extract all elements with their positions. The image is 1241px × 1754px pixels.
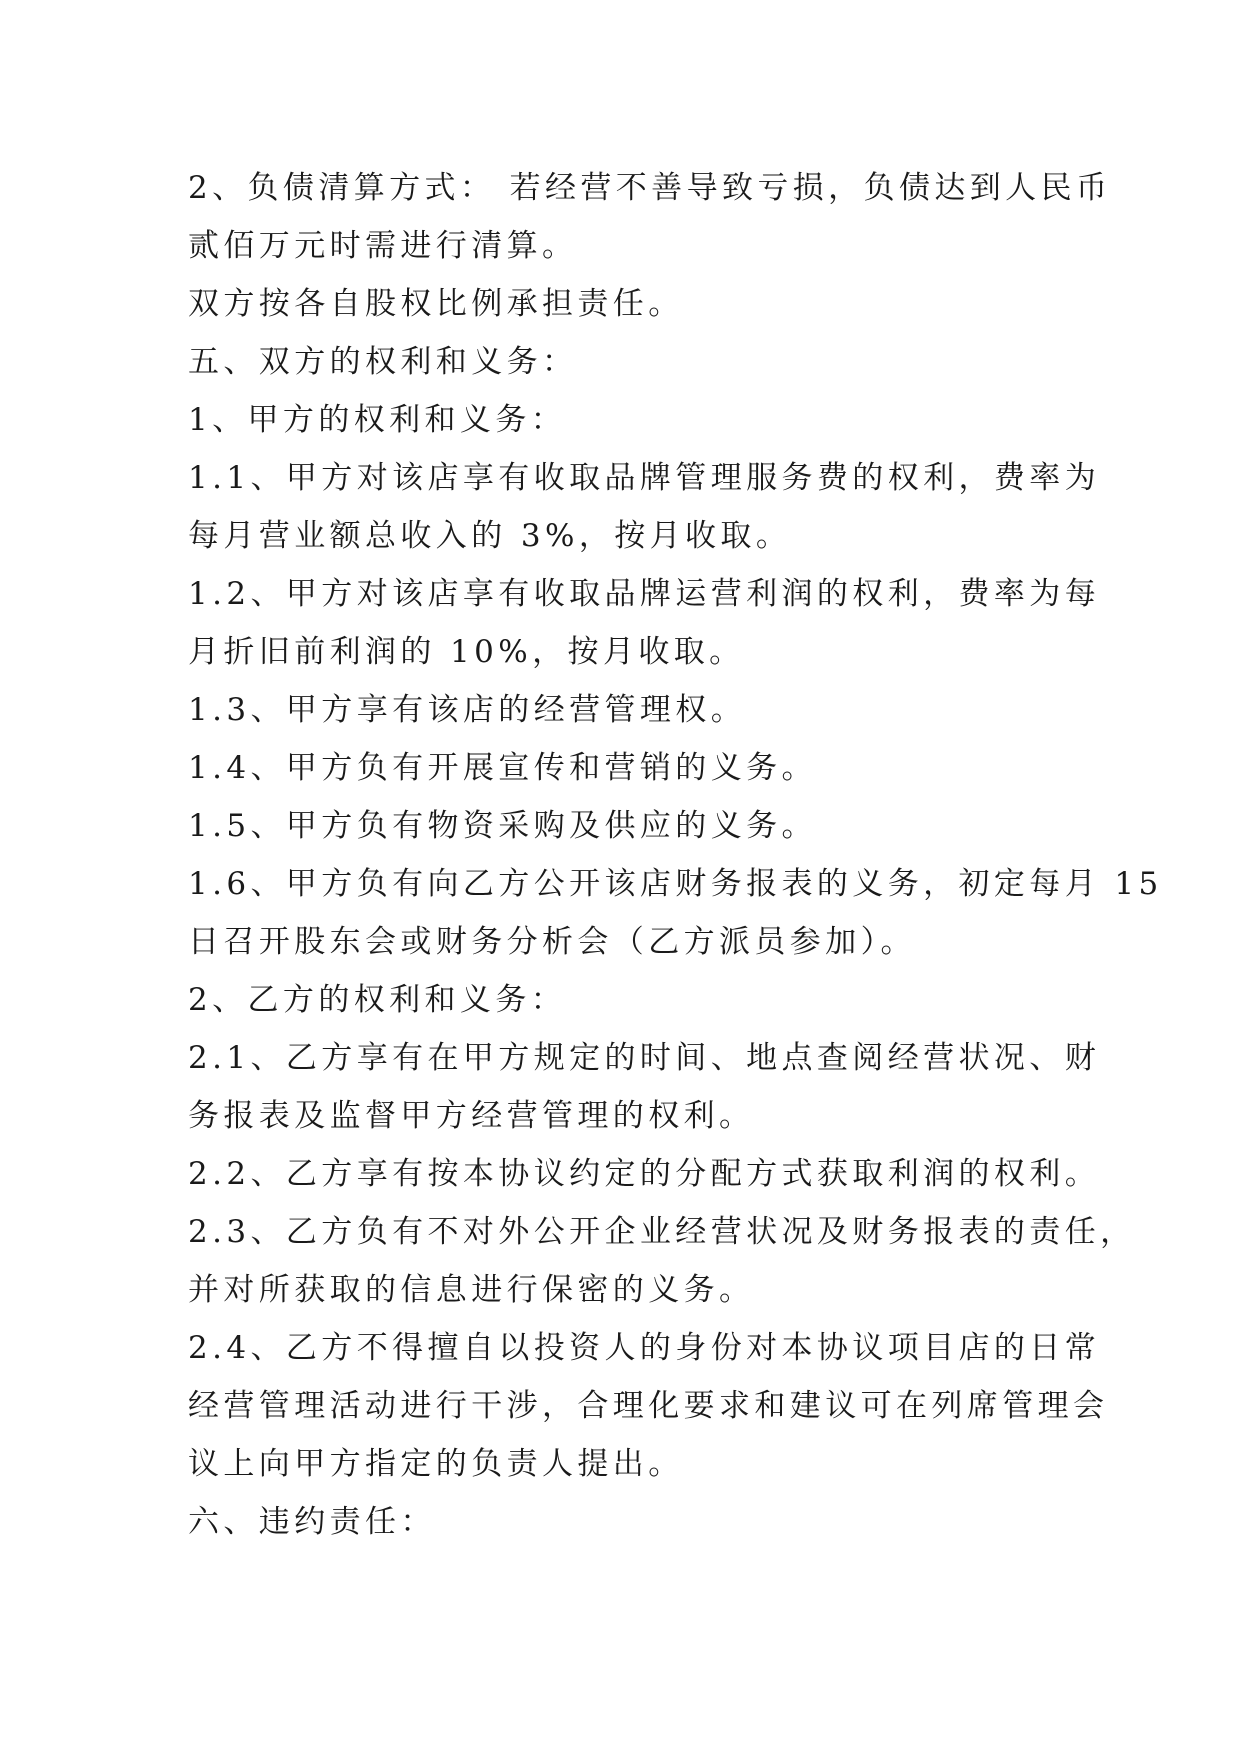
text-line: 每月营业额总收入的 3%，按月收取。	[188, 518, 792, 554]
text-line: 2.4、乙方不得擅自以投资人的身份对本协议项目店的日常	[188, 1330, 1101, 1366]
text-line: 务报表及监督甲方经营管理的权利。	[188, 1098, 755, 1134]
text-line: 月折旧前利润的 10%，按月收取。	[188, 634, 745, 670]
text-line: 2.1、乙方享有在甲方规定的时间、地点查阅经营状况、财	[188, 1040, 1101, 1076]
text-line: 1.6、甲方负有向乙方公开该店财务报表的义务，初定每月 15	[188, 866, 1163, 902]
text-line: 1.2、甲方对该店享有收取品牌运营利润的权利，费率为每	[188, 576, 1101, 612]
text-line: 2.3、乙方负有不对外公开企业经营状况及财务报表的责任，	[188, 1214, 1136, 1250]
section-heading: 五、双方的权利和义务：	[188, 344, 578, 380]
subsection-heading: 1、甲方的权利和义务：	[188, 402, 567, 438]
text-line: 日召开股东会或财务分析会（乙方派员参加）。	[188, 924, 916, 960]
text-line: 双方按各自股权比例承担责任。	[188, 286, 684, 322]
text-line: 1.1、甲方对该店享有收取品牌管理服务费的权利，费率为	[188, 460, 1101, 496]
text-line: 贰佰万元时需进行清算。	[188, 228, 578, 264]
text-line: 1.5、甲方负有物资采购及供应的义务。	[188, 808, 817, 844]
text-line: 2.2、乙方享有按本协议约定的分配方式获取利润的权利。	[188, 1156, 1101, 1192]
text-line: 议上向甲方指定的负责人提出。	[188, 1446, 684, 1482]
section-heading: 六、违约责任：	[188, 1504, 436, 1540]
text-line: 并对所获取的信息进行保密的义务。	[188, 1272, 755, 1308]
text-line: 1.3、甲方享有该店的经营管理权。	[188, 692, 747, 728]
subsection-heading: 2、乙方的权利和义务：	[188, 982, 567, 1018]
text-line: 1.4、甲方负有开展宣传和营销的义务。	[188, 750, 817, 786]
text-line: 经营管理活动进行干涉，合理化要求和建议可在列席管理会	[188, 1388, 1109, 1424]
text-line: 2、负债清算方式： 若经营不善导致亏损，负债达到人民币	[188, 170, 1112, 206]
